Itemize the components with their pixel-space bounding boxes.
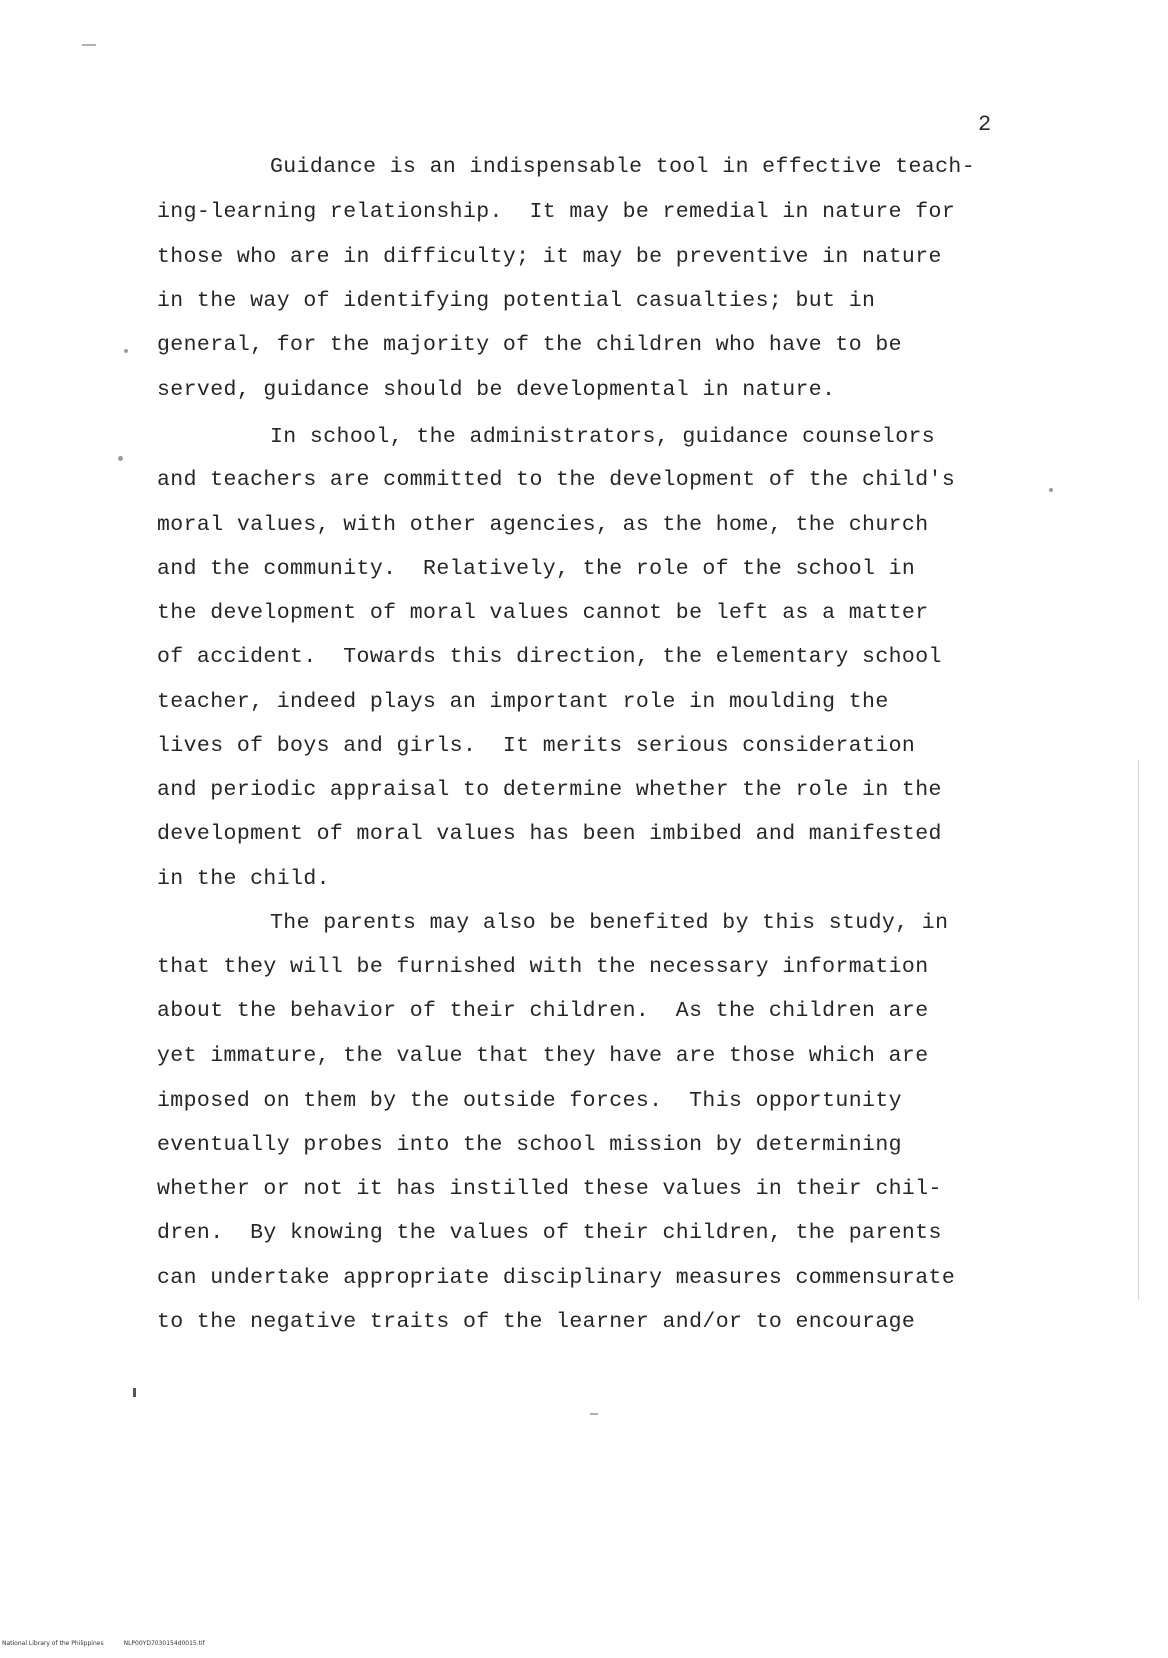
text-line: and the community. Relatively, the role of the school in <box>157 557 916 581</box>
text-line: The parents may also be benefited by this study, in <box>270 911 949 935</box>
text-line: can undertake appropriate disciplinary measures commensurate <box>157 1266 956 1290</box>
text-line: and teachers are committed to the development of the child's <box>157 468 956 492</box>
text-line: development of moral values has been imbibed and manifested <box>157 822 942 846</box>
footer-library: National Library of the Philippines <box>2 1640 104 1647</box>
text-line: to the negative traits of the learner and/or to encourage <box>157 1310 916 1334</box>
text-line: about the behavior of their children. As the children are <box>157 999 929 1023</box>
text-line: yet immature, the value that they have are those which are <box>157 1044 929 1068</box>
scan-artifact <box>133 1388 136 1397</box>
page-number: 2 <box>978 112 993 137</box>
text-line: of accident. Towards this direction, the elementary school <box>157 645 942 669</box>
text-line: eventually probes into the school mission by determining <box>157 1133 902 1157</box>
text-line: that they will be furnished with the necessary information <box>157 955 929 979</box>
text-line: general, for the majority of the children who have to be <box>157 333 902 357</box>
text-line: and periodic appraisal to determine whether the role in the <box>157 778 942 802</box>
text-line: in the child. <box>157 867 330 891</box>
scan-artifact <box>82 44 96 46</box>
scan-artifact <box>124 349 128 353</box>
scan-artifact <box>590 1413 598 1415</box>
text-line: ing-learning relationship. It may be remedial in nature for <box>157 200 956 224</box>
text-line: imposed on them by the outside forces. This opportunity <box>157 1089 902 1113</box>
footer-file: NLP00YD7030154d0015.tif <box>123 1640 205 1647</box>
text-line: the development of moral values cannot be left as a matter <box>157 601 929 625</box>
text-line: in the way of identifying potential casualties; but in <box>157 289 876 313</box>
scan-artifact <box>1138 760 1139 1300</box>
scan-artifact <box>1049 488 1053 492</box>
text-line: whether or not it has instilled these values in their chil- <box>157 1177 942 1201</box>
text-line: teacher, indeed plays an important role in moulding the <box>157 690 889 714</box>
text-line: Guidance is an indispensable tool in effective teach- <box>270 155 976 179</box>
text-line: those who are in difficulty; it may be preventive in nature <box>157 245 942 269</box>
footer <box>2 1640 225 1647</box>
text-line: served, guidance should be developmental in nature. <box>157 378 836 402</box>
text-line: In school, the administrators, guidance counselors <box>270 425 936 449</box>
scan-artifact <box>118 456 123 461</box>
text-line: moral values, with other agencies, as the home, the church <box>157 513 929 537</box>
text-line: lives of boys and girls. It merits serious consideration <box>157 734 916 758</box>
text-line: dren. By knowing the values of their children, the parents <box>157 1221 942 1245</box>
